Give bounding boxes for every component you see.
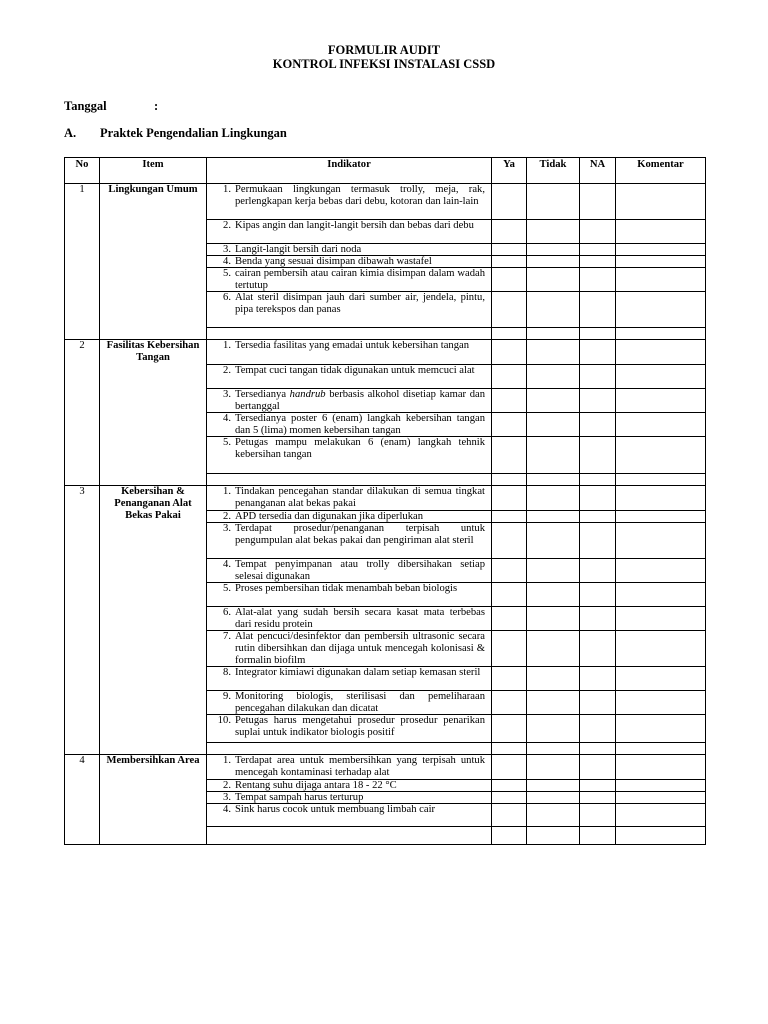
indicator-text: APD tersedia dan digunakan jika diperlukan <box>235 511 423 522</box>
indicator-text: Rentang suhu dijaga antara 18 - 22 °C <box>235 780 397 791</box>
indicator-text: Tempat penyimpanan atau trolly dibersihakan setiap selesai digunakan <box>235 559 485 582</box>
row-spacer <box>207 473 491 485</box>
check-cell-komentar <box>616 755 706 845</box>
checkbox-na[interactable] <box>580 690 615 714</box>
indicator-item <box>207 666 491 690</box>
checkbox-tidak[interactable] <box>527 779 579 791</box>
indicator-item <box>207 486 491 510</box>
indicator-text: Kipas angin dan langit-langit bersih dan bebas dari debu <box>235 220 474 231</box>
checkbox-na[interactable] <box>580 364 615 388</box>
row-spacer <box>207 826 491 844</box>
checkbox-komentar[interactable] <box>616 779 705 791</box>
checkbox-komentar[interactable] <box>616 340 705 364</box>
checkbox-tidak[interactable] <box>527 791 579 803</box>
header-no: No <box>65 158 100 184</box>
row-spacer <box>616 742 705 754</box>
checkbox-komentar[interactable] <box>616 714 705 742</box>
indicator-item <box>207 184 491 219</box>
indicator-item <box>207 630 491 666</box>
indicator-number: 9. <box>223 691 231 702</box>
row-item: Fasilitas Kebersihan Tangan <box>100 340 207 486</box>
checkbox-ya[interactable] <box>492 184 526 219</box>
checkbox-na[interactable] <box>580 243 615 255</box>
indicator-item <box>207 690 491 714</box>
indicator-text: Tersedia fasilitas yang emadai untuk kebersihan tangan <box>235 340 470 351</box>
checkbox-komentar[interactable] <box>616 243 705 255</box>
indicator-item <box>207 291 491 327</box>
indicator-text: Monitoring biologis, sterilisasi dan pemeliharaan pencegahan dilakukan dan dicatat <box>235 691 485 714</box>
check-cell-na <box>580 486 616 755</box>
checkbox-ya[interactable] <box>492 803 526 826</box>
indicator-number: 2. <box>223 220 231 231</box>
indicator-item <box>207 340 491 364</box>
checkbox-komentar[interactable] <box>616 184 705 219</box>
check-cell-ya <box>492 184 527 340</box>
checkbox-komentar[interactable] <box>616 666 705 690</box>
check-cell-na <box>580 755 616 845</box>
form-title: FORMULIR AUDIT <box>327 43 441 57</box>
indicator-text: Tersedianya poster 6 (enam) langkah kebersihan tangan dan 5 (lima) momen kebersihan tangan <box>235 413 485 436</box>
row-spacer <box>580 327 615 339</box>
row-spacer <box>580 742 615 754</box>
indicator-item <box>207 522 491 558</box>
row-spacer <box>492 473 526 485</box>
indicator-item <box>207 714 491 742</box>
indicator-text: Terdapat prosedur/penanganan terpisah untuk pengumpulan alat bekas pakai dan pengiriman alat steril <box>235 523 485 546</box>
checkbox-na[interactable] <box>580 388 615 412</box>
checkbox-ya[interactable] <box>492 364 526 388</box>
check-cell-na <box>580 340 616 486</box>
indicator-number: 3. <box>223 389 231 400</box>
checkbox-tidak[interactable] <box>527 606 579 630</box>
checkbox-ya[interactable] <box>492 219 526 243</box>
check-cell-tidak <box>527 184 580 340</box>
indicator-item <box>207 582 491 606</box>
row-spacer <box>580 473 615 485</box>
indicator-cell <box>207 184 492 340</box>
checkbox-tidak[interactable] <box>527 255 579 267</box>
checkbox-ya[interactable] <box>492 388 526 412</box>
indicator-number: 3. <box>223 523 231 534</box>
checkbox-na[interactable] <box>580 436 615 473</box>
row-number: 2 <box>65 340 100 486</box>
indicator-text: Alat-alat yang sudah bersih secara kasat mata terbebas dari residu protein <box>235 607 485 630</box>
checkbox-ya[interactable] <box>492 690 526 714</box>
checkbox-na[interactable] <box>580 412 615 436</box>
indicator-text: Proses pembersihan tidak menambah beban biologis <box>235 583 458 594</box>
check-cell-tidak <box>527 755 580 845</box>
table-row <box>65 340 706 486</box>
indicator-item <box>207 779 491 791</box>
checkbox-tidak[interactable] <box>527 243 579 255</box>
table-header-row <box>65 158 706 184</box>
indicator-number: 1. <box>223 486 231 497</box>
checkbox-tidak[interactable] <box>527 630 579 666</box>
row-spacer <box>527 327 579 339</box>
row-spacer <box>616 826 705 844</box>
indicator-number: 1. <box>223 755 231 766</box>
row-number: 3 <box>65 486 100 755</box>
checkbox-na[interactable] <box>580 755 615 779</box>
checkbox-ya[interactable] <box>492 522 526 558</box>
checkbox-tidak[interactable] <box>527 388 579 412</box>
indicator-text: Petugas mampu melakukan 6 (enam) langkah tehnik kebersihan tangan <box>235 437 485 460</box>
check-cell-tidak <box>527 486 580 755</box>
row-item: Membersihkan Area <box>100 755 207 845</box>
checkbox-tidak[interactable] <box>527 436 579 473</box>
indicator-number: 3. <box>223 244 231 255</box>
checkbox-komentar[interactable] <box>616 755 705 779</box>
indicator-item <box>207 558 491 582</box>
indicator-item <box>207 219 491 243</box>
indicator-text: Sink harus cocok untuk membuang limbah cair <box>235 804 436 815</box>
checkbox-ya[interactable] <box>492 340 526 364</box>
indicator-text: Tindakan pencegahan standar dilakukan di semua tingkat penanganan alat bekas pakai <box>235 486 485 509</box>
indicator-text: Alat steril disimpan jauh dari sumber air, jendela, pintu, pipa terekspos dan panas <box>235 292 485 315</box>
checkbox-komentar[interactable] <box>616 522 705 558</box>
audit-table <box>64 157 706 845</box>
checkbox-komentar[interactable] <box>616 510 705 522</box>
checkbox-tidak[interactable] <box>527 184 579 219</box>
indicator-text: Benda yang sesuai disimpan dibawah wastafel <box>235 256 432 267</box>
indicator-number: 8. <box>223 667 231 678</box>
checkbox-ya[interactable] <box>492 267 526 291</box>
checkbox-komentar[interactable] <box>616 486 705 510</box>
indicator-number: 1. <box>223 340 231 351</box>
indicator-emphasis: handrub <box>289 389 326 400</box>
checkbox-ya[interactable] <box>492 486 526 510</box>
checkbox-ya[interactable] <box>492 412 526 436</box>
indicator-text: Tempat sampah harus terturup <box>235 792 364 803</box>
checkbox-komentar[interactable] <box>616 582 705 606</box>
row-number: 1 <box>65 184 100 340</box>
date-label: Tanggal <box>64 99 107 113</box>
checkbox-tidak[interactable] <box>527 558 579 582</box>
checkbox-tidak[interactable] <box>527 690 579 714</box>
checkbox-komentar[interactable] <box>616 412 705 436</box>
checkbox-komentar[interactable] <box>616 291 705 327</box>
indicator-text: Integrator kimiawi digunakan dalam setiap kemasan steril <box>235 667 481 678</box>
date-colon: : <box>154 99 159 113</box>
checkbox-na[interactable] <box>580 630 615 666</box>
indicator-number: 4. <box>223 804 231 815</box>
header-ya: Ya <box>492 158 527 184</box>
row-spacer <box>527 826 579 844</box>
indicator-item <box>207 388 491 412</box>
checkbox-na[interactable] <box>580 582 615 606</box>
indicator-number: 3. <box>223 792 231 803</box>
indicator-number: 4. <box>223 559 231 570</box>
checkbox-na[interactable] <box>580 291 615 327</box>
checkbox-komentar[interactable] <box>616 219 705 243</box>
checkbox-komentar[interactable] <box>616 436 705 473</box>
indicator-text: Langit-langit bersih dari noda <box>235 244 362 255</box>
checkbox-komentar[interactable] <box>616 630 705 666</box>
check-cell-na <box>580 184 616 340</box>
row-spacer <box>616 327 705 339</box>
indicator-number: 5. <box>223 583 231 594</box>
indicator-number: 2. <box>223 365 231 376</box>
indicator-item <box>207 791 491 803</box>
checkbox-tidak[interactable] <box>527 340 579 364</box>
checkbox-ya[interactable] <box>492 436 526 473</box>
row-spacer <box>492 327 526 339</box>
row-spacer <box>207 327 491 339</box>
indicator-item <box>207 255 491 267</box>
checkbox-komentar[interactable] <box>616 558 705 582</box>
row-spacer <box>492 826 526 844</box>
checkbox-na[interactable] <box>580 486 615 510</box>
check-cell-ya <box>492 486 527 755</box>
date-field <box>64 99 159 114</box>
indicator-text: Tempat cuci tangan tidak digunakan untuk memcuci alat <box>235 365 475 376</box>
check-cell-ya <box>492 340 527 486</box>
checkbox-komentar[interactable] <box>616 690 705 714</box>
checkbox-tidak[interactable] <box>527 755 579 779</box>
checkbox-tidak[interactable] <box>527 522 579 558</box>
header-komentar: Komentar <box>616 158 706 184</box>
checkbox-tidak[interactable] <box>527 412 579 436</box>
section-heading <box>64 126 464 141</box>
indicator-item <box>207 267 491 291</box>
checkbox-komentar[interactable] <box>616 388 705 412</box>
checkbox-komentar[interactable] <box>616 267 705 291</box>
checkbox-na[interactable] <box>580 255 615 267</box>
checkbox-na[interactable] <box>580 606 615 630</box>
indicator-number: 10. <box>217 715 231 726</box>
check-cell-tidak <box>527 340 580 486</box>
check-cell-komentar <box>616 184 706 340</box>
row-item: Kebersihan & Penanganan Alat Bekas Pakai <box>100 486 207 755</box>
check-cell-komentar <box>616 486 706 755</box>
row-number: 4 <box>65 755 100 845</box>
indicator-number: 5. <box>223 437 231 448</box>
checkbox-ya[interactable] <box>492 606 526 630</box>
check-cell-ya <box>492 755 527 845</box>
indicator-item <box>207 436 491 473</box>
checkbox-tidak[interactable] <box>527 267 579 291</box>
indicator-cell <box>207 486 492 755</box>
indicator-cell <box>207 340 492 486</box>
indicator-text: Permukaan lingkungan termasuk trolly, meja, rak, perlengkapan kerja bebas dari debu, kotoran dan lain-lain <box>235 184 485 207</box>
section-title: Praktek Pengendalian Lingkungan <box>100 126 287 140</box>
checkbox-na[interactable] <box>580 558 615 582</box>
indicator-number: 6. <box>223 607 231 618</box>
indicator-number: 4. <box>223 256 231 267</box>
checkbox-ya[interactable] <box>492 630 526 666</box>
indicator-item <box>207 412 491 436</box>
header-item: Item <box>100 158 207 184</box>
row-spacer <box>527 473 579 485</box>
checkbox-tidak[interactable] <box>527 582 579 606</box>
checkbox-tidak[interactable] <box>527 714 579 742</box>
checkbox-na[interactable] <box>580 803 615 826</box>
checkbox-tidak[interactable] <box>527 364 579 388</box>
checkbox-na[interactable] <box>580 522 615 558</box>
table-row <box>65 486 706 755</box>
checkbox-komentar[interactable] <box>616 791 705 803</box>
row-spacer <box>207 742 491 754</box>
check-cell-komentar <box>616 340 706 486</box>
checkbox-tidak[interactable] <box>527 486 579 510</box>
checkbox-na[interactable] <box>580 666 615 690</box>
checkbox-ya[interactable] <box>492 779 526 791</box>
checkbox-na[interactable] <box>580 510 615 522</box>
checkbox-ya[interactable] <box>492 755 526 779</box>
checkbox-komentar[interactable] <box>616 255 705 267</box>
indicator-text: Petugas harus mengetahui prosedur prosedur penarikan suplai untuk indikator biologis positif <box>235 715 485 738</box>
checkbox-ya[interactable] <box>492 791 526 803</box>
checkbox-na[interactable] <box>580 779 615 791</box>
row-item: Lingkungan Umum <box>100 184 207 340</box>
checkbox-ya[interactable] <box>492 558 526 582</box>
indicator-text: Alat pencuci/desinfektor dan pembersih ultrasonic secara rutin dibersihkan dan dijaga untuk mencegah kolonisasi & formalin biofilm <box>235 631 485 666</box>
checkbox-na[interactable] <box>580 267 615 291</box>
checkbox-ya[interactable] <box>492 582 526 606</box>
indicator-cell <box>207 755 492 845</box>
checkbox-komentar[interactable] <box>616 364 705 388</box>
indicator-number: 7. <box>223 631 231 642</box>
indicator-text: Terdapat area untuk membersihkan yang terpisah untuk mencegah kontaminasi terhadap alat <box>235 755 485 778</box>
checkbox-tidak[interactable] <box>527 666 579 690</box>
indicator-number: 4. <box>223 413 231 424</box>
indicator-item <box>207 755 491 779</box>
indicator-item <box>207 803 491 826</box>
form-subtitle: KONTROL INFEKSI INSTALASI CSSD <box>272 57 496 71</box>
header-indicator: Indikator <box>207 158 492 184</box>
indicator-item <box>207 606 491 630</box>
checkbox-na[interactable] <box>580 219 615 243</box>
indicator-item <box>207 364 491 388</box>
row-spacer <box>580 826 615 844</box>
checkbox-tidak[interactable] <box>527 510 579 522</box>
checkbox-tidak[interactable] <box>527 219 579 243</box>
checkbox-ya[interactable] <box>492 510 526 522</box>
indicator-item <box>207 510 491 522</box>
indicator-number: 2. <box>223 780 231 791</box>
checkbox-tidak[interactable] <box>527 803 579 826</box>
indicator-number: 6. <box>223 292 231 303</box>
checkbox-komentar[interactable] <box>616 803 705 826</box>
indicator-text: cairan pembersih atau cairan kimia disimpan dalam wadah tertutup <box>235 268 485 291</box>
checkbox-komentar[interactable] <box>616 606 705 630</box>
checkbox-ya[interactable] <box>492 666 526 690</box>
indicator-item <box>207 243 491 255</box>
indicator-number: 2. <box>223 511 231 522</box>
checkbox-ya[interactable] <box>492 291 526 327</box>
indicator-number: 1. <box>223 184 231 195</box>
row-spacer <box>527 742 579 754</box>
checkbox-na[interactable] <box>580 791 615 803</box>
checkbox-ya[interactable] <box>492 255 526 267</box>
checkbox-na[interactable] <box>580 714 615 742</box>
checkbox-na[interactable] <box>580 340 615 364</box>
section-letter: A. <box>64 126 77 140</box>
indicator-number: 5. <box>223 268 231 279</box>
row-spacer <box>616 473 705 485</box>
indicator-text: Tersedianya handrub berbasis alkohol disetiap kamar dan bertanggal <box>235 389 485 412</box>
header-tidak: Tidak <box>527 158 580 184</box>
row-spacer <box>492 742 526 754</box>
table-row <box>65 755 706 845</box>
checkbox-ya[interactable] <box>492 243 526 255</box>
checkbox-ya[interactable] <box>492 714 526 742</box>
header-na: NA <box>580 158 616 184</box>
checkbox-na[interactable] <box>580 184 615 219</box>
checkbox-tidak[interactable] <box>527 291 579 327</box>
table-row <box>65 184 706 340</box>
